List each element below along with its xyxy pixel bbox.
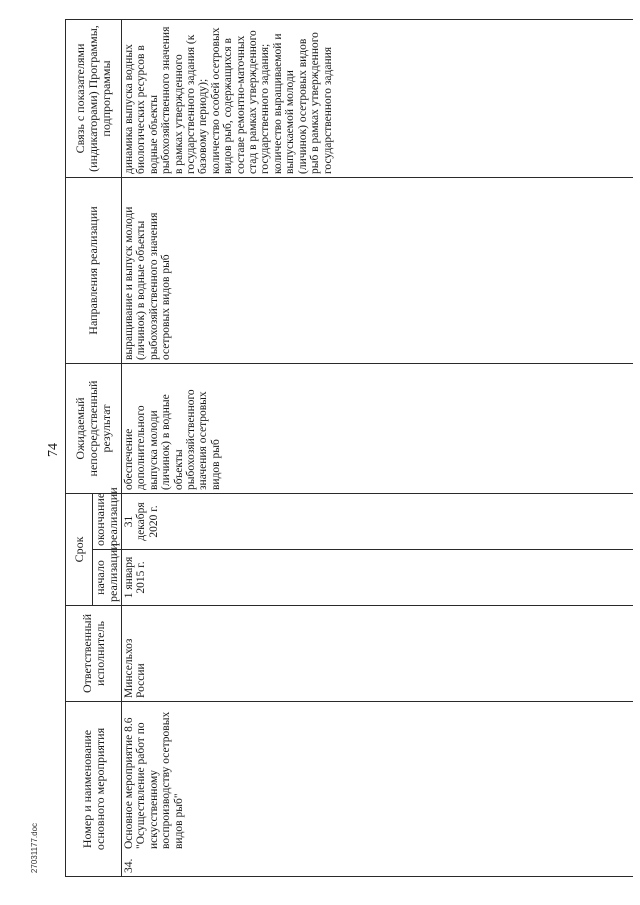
- rotated-table-frame: [65, 20, 635, 877]
- measures-table: [65, 19, 633, 877]
- page-number: 74: [46, 443, 61, 457]
- header-term-end: окончание реализации: [93, 494, 122, 550]
- row-number: 34.: [123, 858, 135, 873]
- table-row: [122, 20, 634, 877]
- cell-measure: [122, 702, 634, 877]
- cell-directions: выращивание и выпуск молоди (личинок) в водные объекты рыбохозяйственного значения осетровых видов рыб: [122, 178, 634, 364]
- cell-term-start: 1 января 2015 г.: [122, 550, 634, 606]
- header-result: Ожидаемый непосредственный результат: [66, 364, 122, 494]
- document-code: 27031177.doc: [30, 822, 39, 874]
- header-directions: Направления реализации: [66, 178, 122, 364]
- cell-result: обеспечение дополнительного выпуска молоди (личинок) в водные объекты рыбохозяйственного значения осетровых видов рыб: [122, 364, 634, 494]
- cell-executor: Минсельхоз России: [122, 606, 634, 702]
- header-row-1: [66, 20, 93, 877]
- header-term-start: начало реализации: [93, 550, 122, 606]
- header-term: Срок: [66, 494, 93, 606]
- header-executor: Ответственный исполнитель: [66, 606, 122, 702]
- header-indicators: Связь с показателями (индикаторами) Программы, подпрограммы: [66, 20, 122, 178]
- measure-text: Основное мероприятие 8.6 "Осуществление работ по искусственному воспроизводству осетровых видов рыб": [123, 711, 185, 849]
- cell-term-end: 31 декабря 2020 г.: [122, 494, 634, 550]
- cell-indicators: динамика выпуска водных биологических ресурсов в водные объекты рыбохозяйственного значения в рамках утвержденного государственного задания (к базовому периоду); количество особей осетровых видов рыб, содержащихся в составе ремонтно-маточных стад в рамках утвержденного государственного задания; количество выращиваемой и выпускаемой молоди (личинок) осетровых видов рыб в рамках утвержденного государственного задания: [122, 20, 634, 178]
- header-measure: Номер и наименование основного мероприятия: [66, 702, 122, 877]
